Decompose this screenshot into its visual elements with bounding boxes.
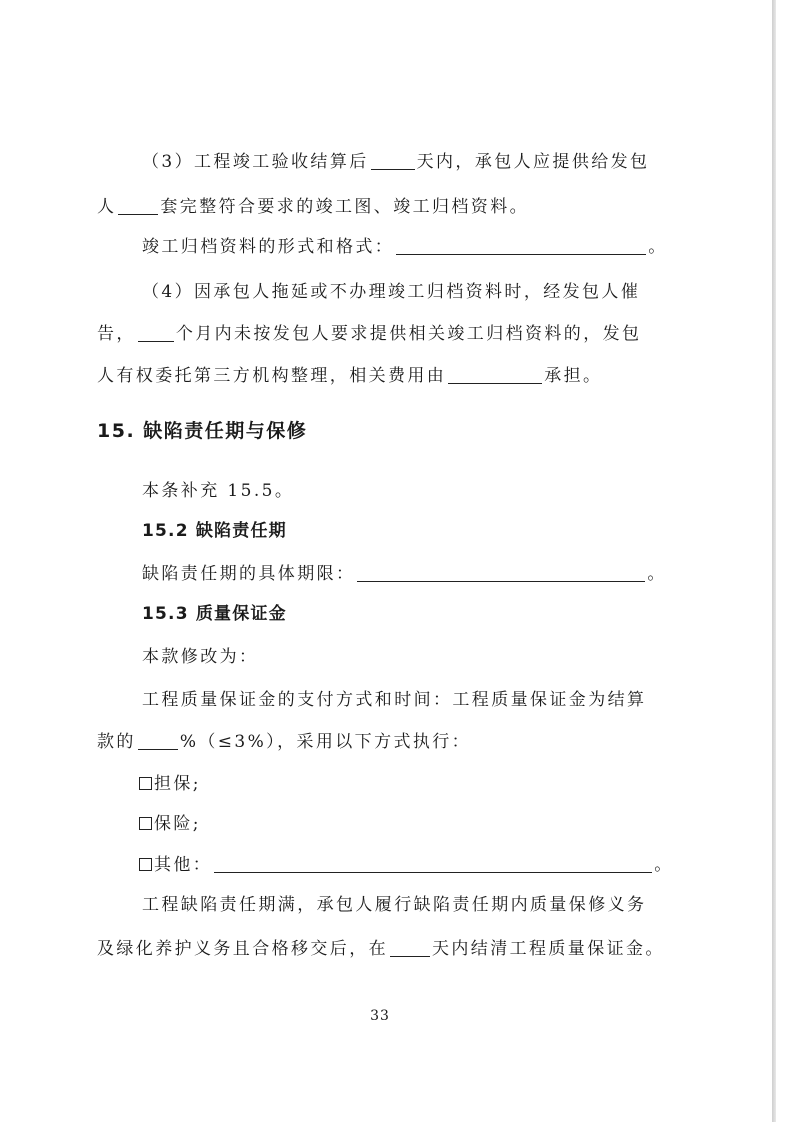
item4-text-c: 人有权委托第三方机构整理，相关费用由 bbox=[97, 366, 447, 386]
item4-line1: （4）因承包人拖延或不办理竣工归档资料时，经发包人催 bbox=[142, 282, 641, 302]
item4-line3 bbox=[97, 364, 602, 388]
final-line1: 工程缺陷责任期满，承包人履行缺陷责任期内质量保修义务 bbox=[142, 895, 647, 915]
final-line2 bbox=[97, 937, 665, 961]
item3-line2 bbox=[97, 195, 529, 219]
item3-text-a: （3）工程竣工验收结算后 bbox=[142, 152, 369, 172]
warranty-text-b: %（≤3%），采用以下方式执行： bbox=[179, 732, 472, 752]
blank-fee-bearer[interactable] bbox=[448, 365, 542, 384]
modify-intro: 本款修改为： bbox=[142, 647, 259, 667]
warranty-line1: 工程质量保证金的支付方式和时间：工程质量保证金为结算 bbox=[142, 690, 647, 710]
section-15-title: 15. 缺陷责任期与保修 bbox=[97, 420, 308, 442]
checkbox-insurance[interactable] bbox=[139, 817, 152, 830]
item3-text-b: 天内，承包人应提供给发包 bbox=[416, 152, 650, 172]
option-other bbox=[139, 853, 674, 877]
option-insurance-label: 保险; bbox=[154, 814, 201, 834]
option-guarantee-label: 担保; bbox=[154, 774, 201, 794]
period: 。 bbox=[654, 855, 674, 875]
checkbox-guarantee[interactable] bbox=[139, 777, 152, 790]
defect-period-line bbox=[142, 562, 667, 586]
warranty-text-a: 款的 bbox=[97, 732, 136, 752]
section-15-supplement: 本条补充 15.5。 bbox=[142, 481, 295, 501]
page-number: 33 bbox=[370, 1008, 390, 1024]
blank-defect-period[interactable] bbox=[357, 563, 645, 582]
blank-days[interactable] bbox=[371, 151, 415, 170]
option-guarantee bbox=[139, 772, 201, 796]
section-15-2-title: 15.2 缺陷责任期 bbox=[142, 521, 287, 541]
option-insurance bbox=[139, 812, 201, 836]
archive-format-label: 竣工归档资料的形式和格式： bbox=[142, 237, 395, 257]
blank-sets[interactable] bbox=[118, 196, 158, 215]
period: 。 bbox=[648, 237, 668, 257]
defect-period-label: 缺陷责任期的具体期限： bbox=[142, 564, 356, 584]
blank-other[interactable] bbox=[214, 854, 652, 873]
section-15-3-title: 15.3 质量保证金 bbox=[142, 604, 287, 624]
blank-percent[interactable] bbox=[138, 731, 178, 750]
option-other-label: 其他： bbox=[154, 855, 213, 875]
final-text-b: 天内结清工程质量保证金。 bbox=[432, 939, 665, 959]
archive-format-line bbox=[142, 235, 668, 259]
item4-text-d: 承担。 bbox=[544, 366, 603, 386]
blank-archive-format[interactable] bbox=[396, 236, 646, 255]
blank-months[interactable] bbox=[138, 323, 174, 342]
warranty-line2 bbox=[97, 730, 471, 754]
period: 。 bbox=[647, 564, 667, 584]
page-edge bbox=[772, 0, 776, 1122]
item3-line1 bbox=[142, 150, 649, 174]
blank-settle-days[interactable] bbox=[390, 938, 430, 957]
item3-text-d: 套完整符合要求的竣工图、竣工归档资料。 bbox=[160, 197, 530, 217]
item3-text-c: 人 bbox=[97, 197, 117, 217]
item4-line2 bbox=[97, 322, 641, 346]
checkbox-other[interactable] bbox=[139, 858, 152, 871]
item4-text-b: 个月内未按发包人要求提供相关竣工归档资料的，发包 bbox=[175, 324, 642, 344]
final-text-a: 及绿化养护义务且合格移交后，在 bbox=[97, 939, 388, 959]
item4-text-a: 告， bbox=[97, 324, 136, 344]
